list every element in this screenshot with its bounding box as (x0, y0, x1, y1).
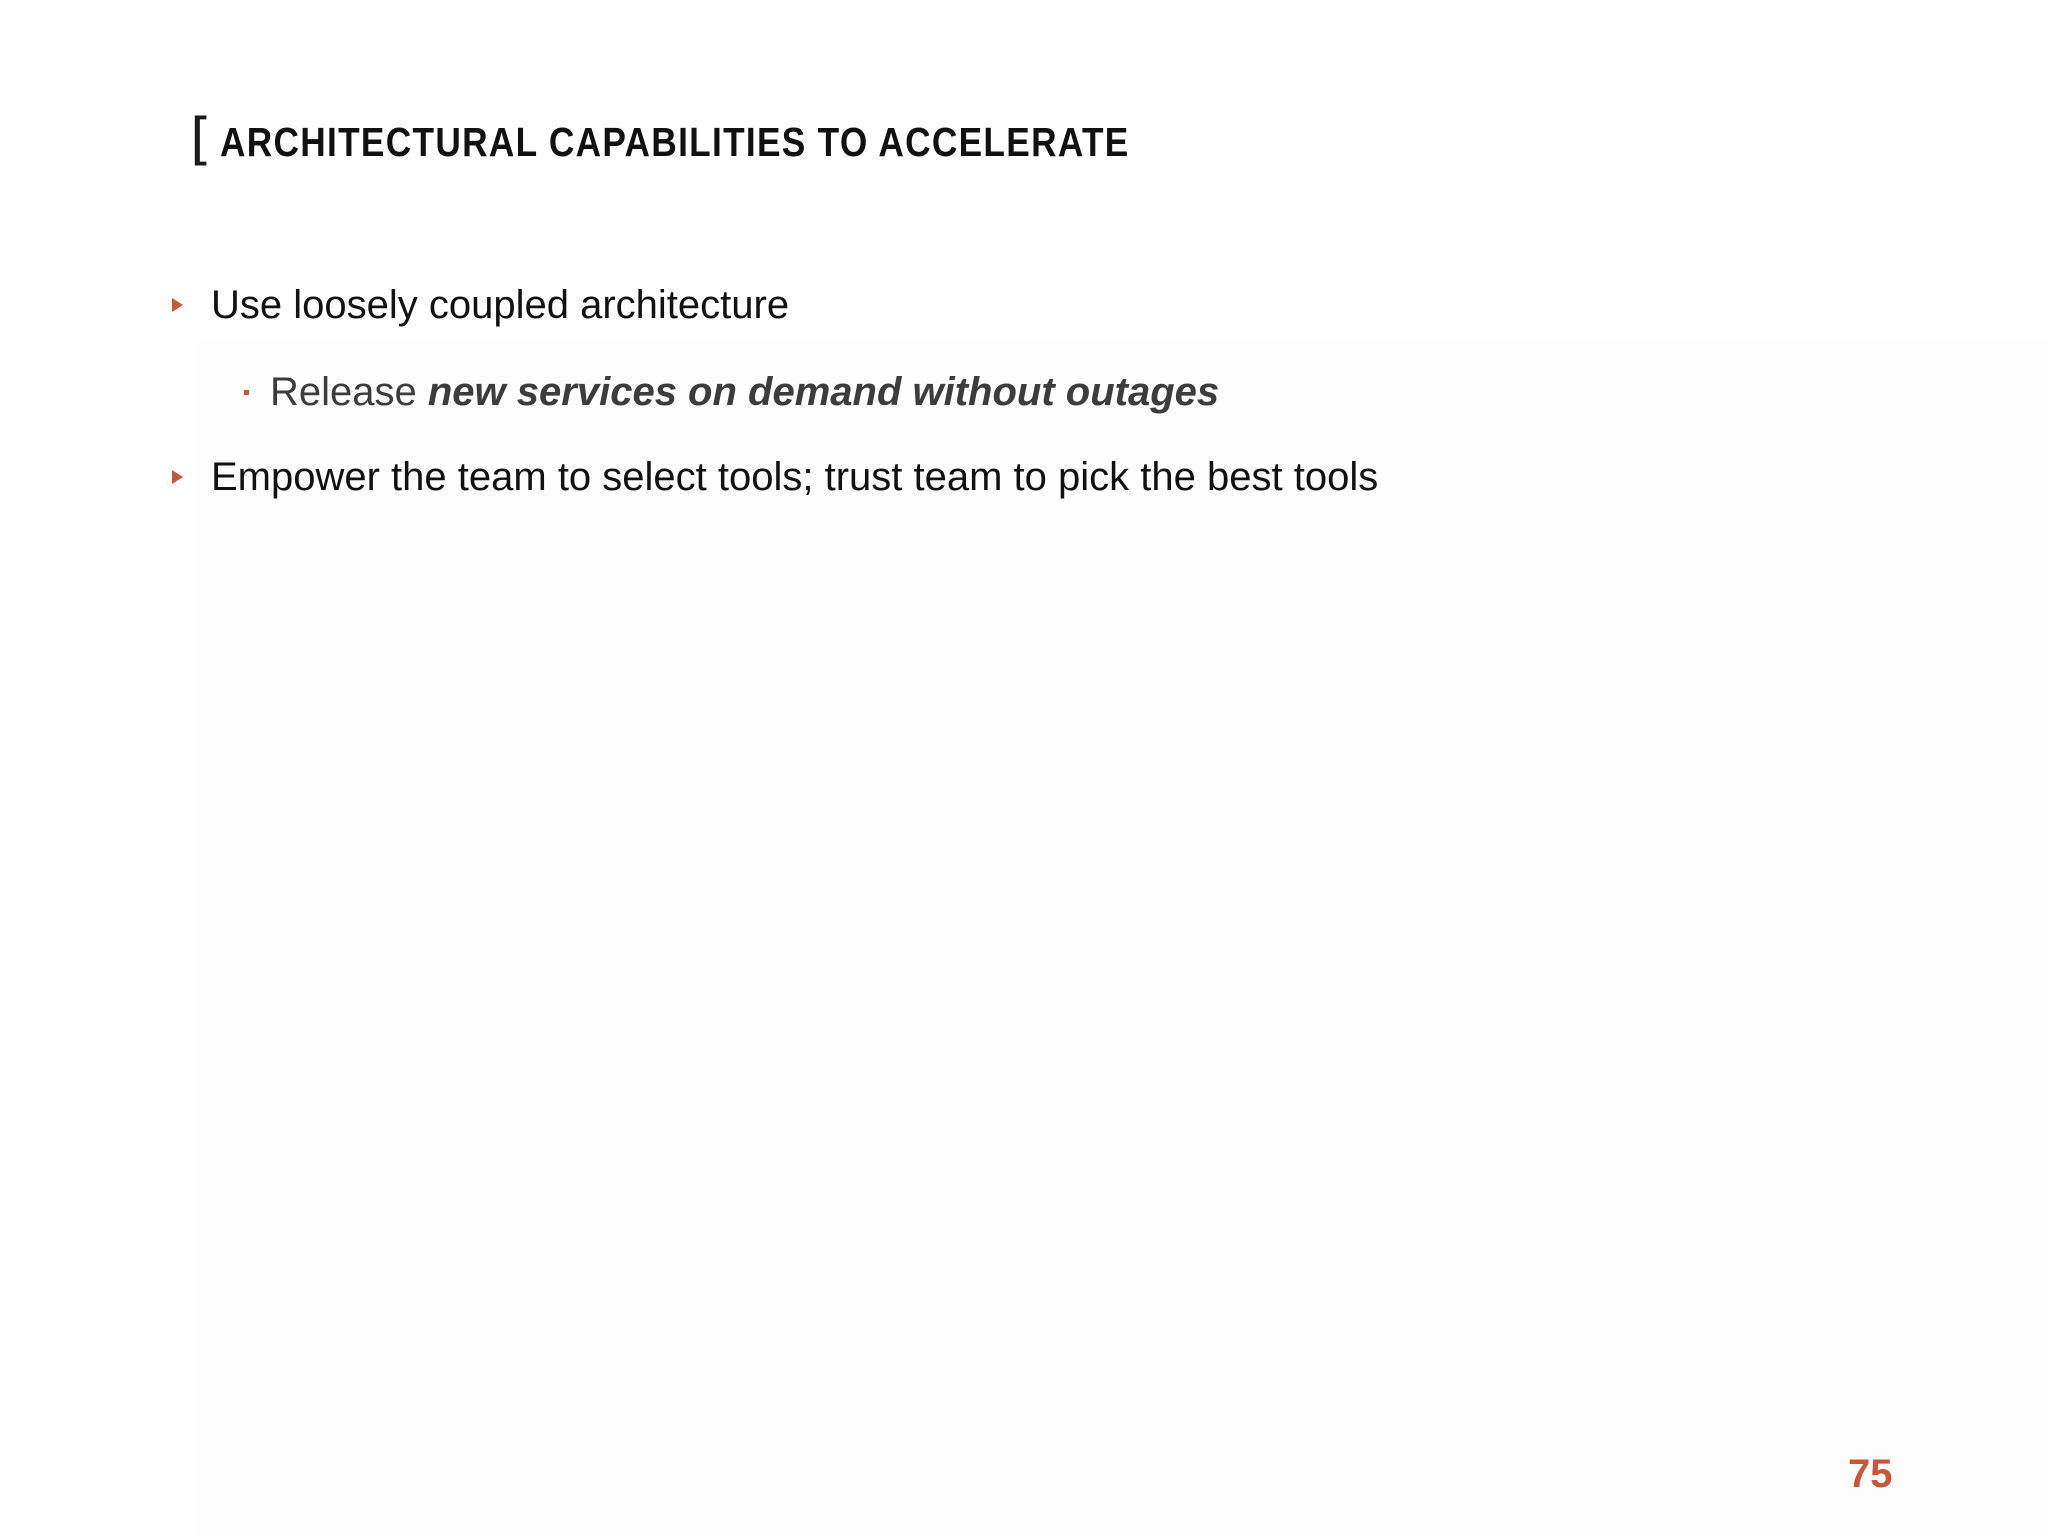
sub-bullet-prefix: Release (270, 369, 428, 414)
slide-content-background (196, 340, 2048, 1536)
bullet-text: Empower the team to select tools; trust team to pick the best tools (211, 454, 1379, 499)
title-bracket: [ (190, 107, 212, 172)
triangle-bullet-icon (172, 298, 183, 312)
sub-bullet-item (244, 367, 1219, 417)
dot-bullet-icon (244, 390, 249, 395)
triangle-bullet-icon (172, 470, 183, 484)
bullet-item (172, 452, 1378, 502)
page-number: 75 (1848, 1452, 1893, 1496)
sub-bullet-text (270, 370, 1219, 415)
bullet-item (172, 280, 789, 330)
title-text: ARCHITECTURAL CAPABILITIES TO ACCELERATE (219, 118, 1130, 165)
sub-bullet-emphasis: new services on demand without outages (427, 369, 1220, 414)
bullet-text: Use loosely coupled architecture (211, 282, 790, 327)
slide-title (190, 107, 1278, 172)
